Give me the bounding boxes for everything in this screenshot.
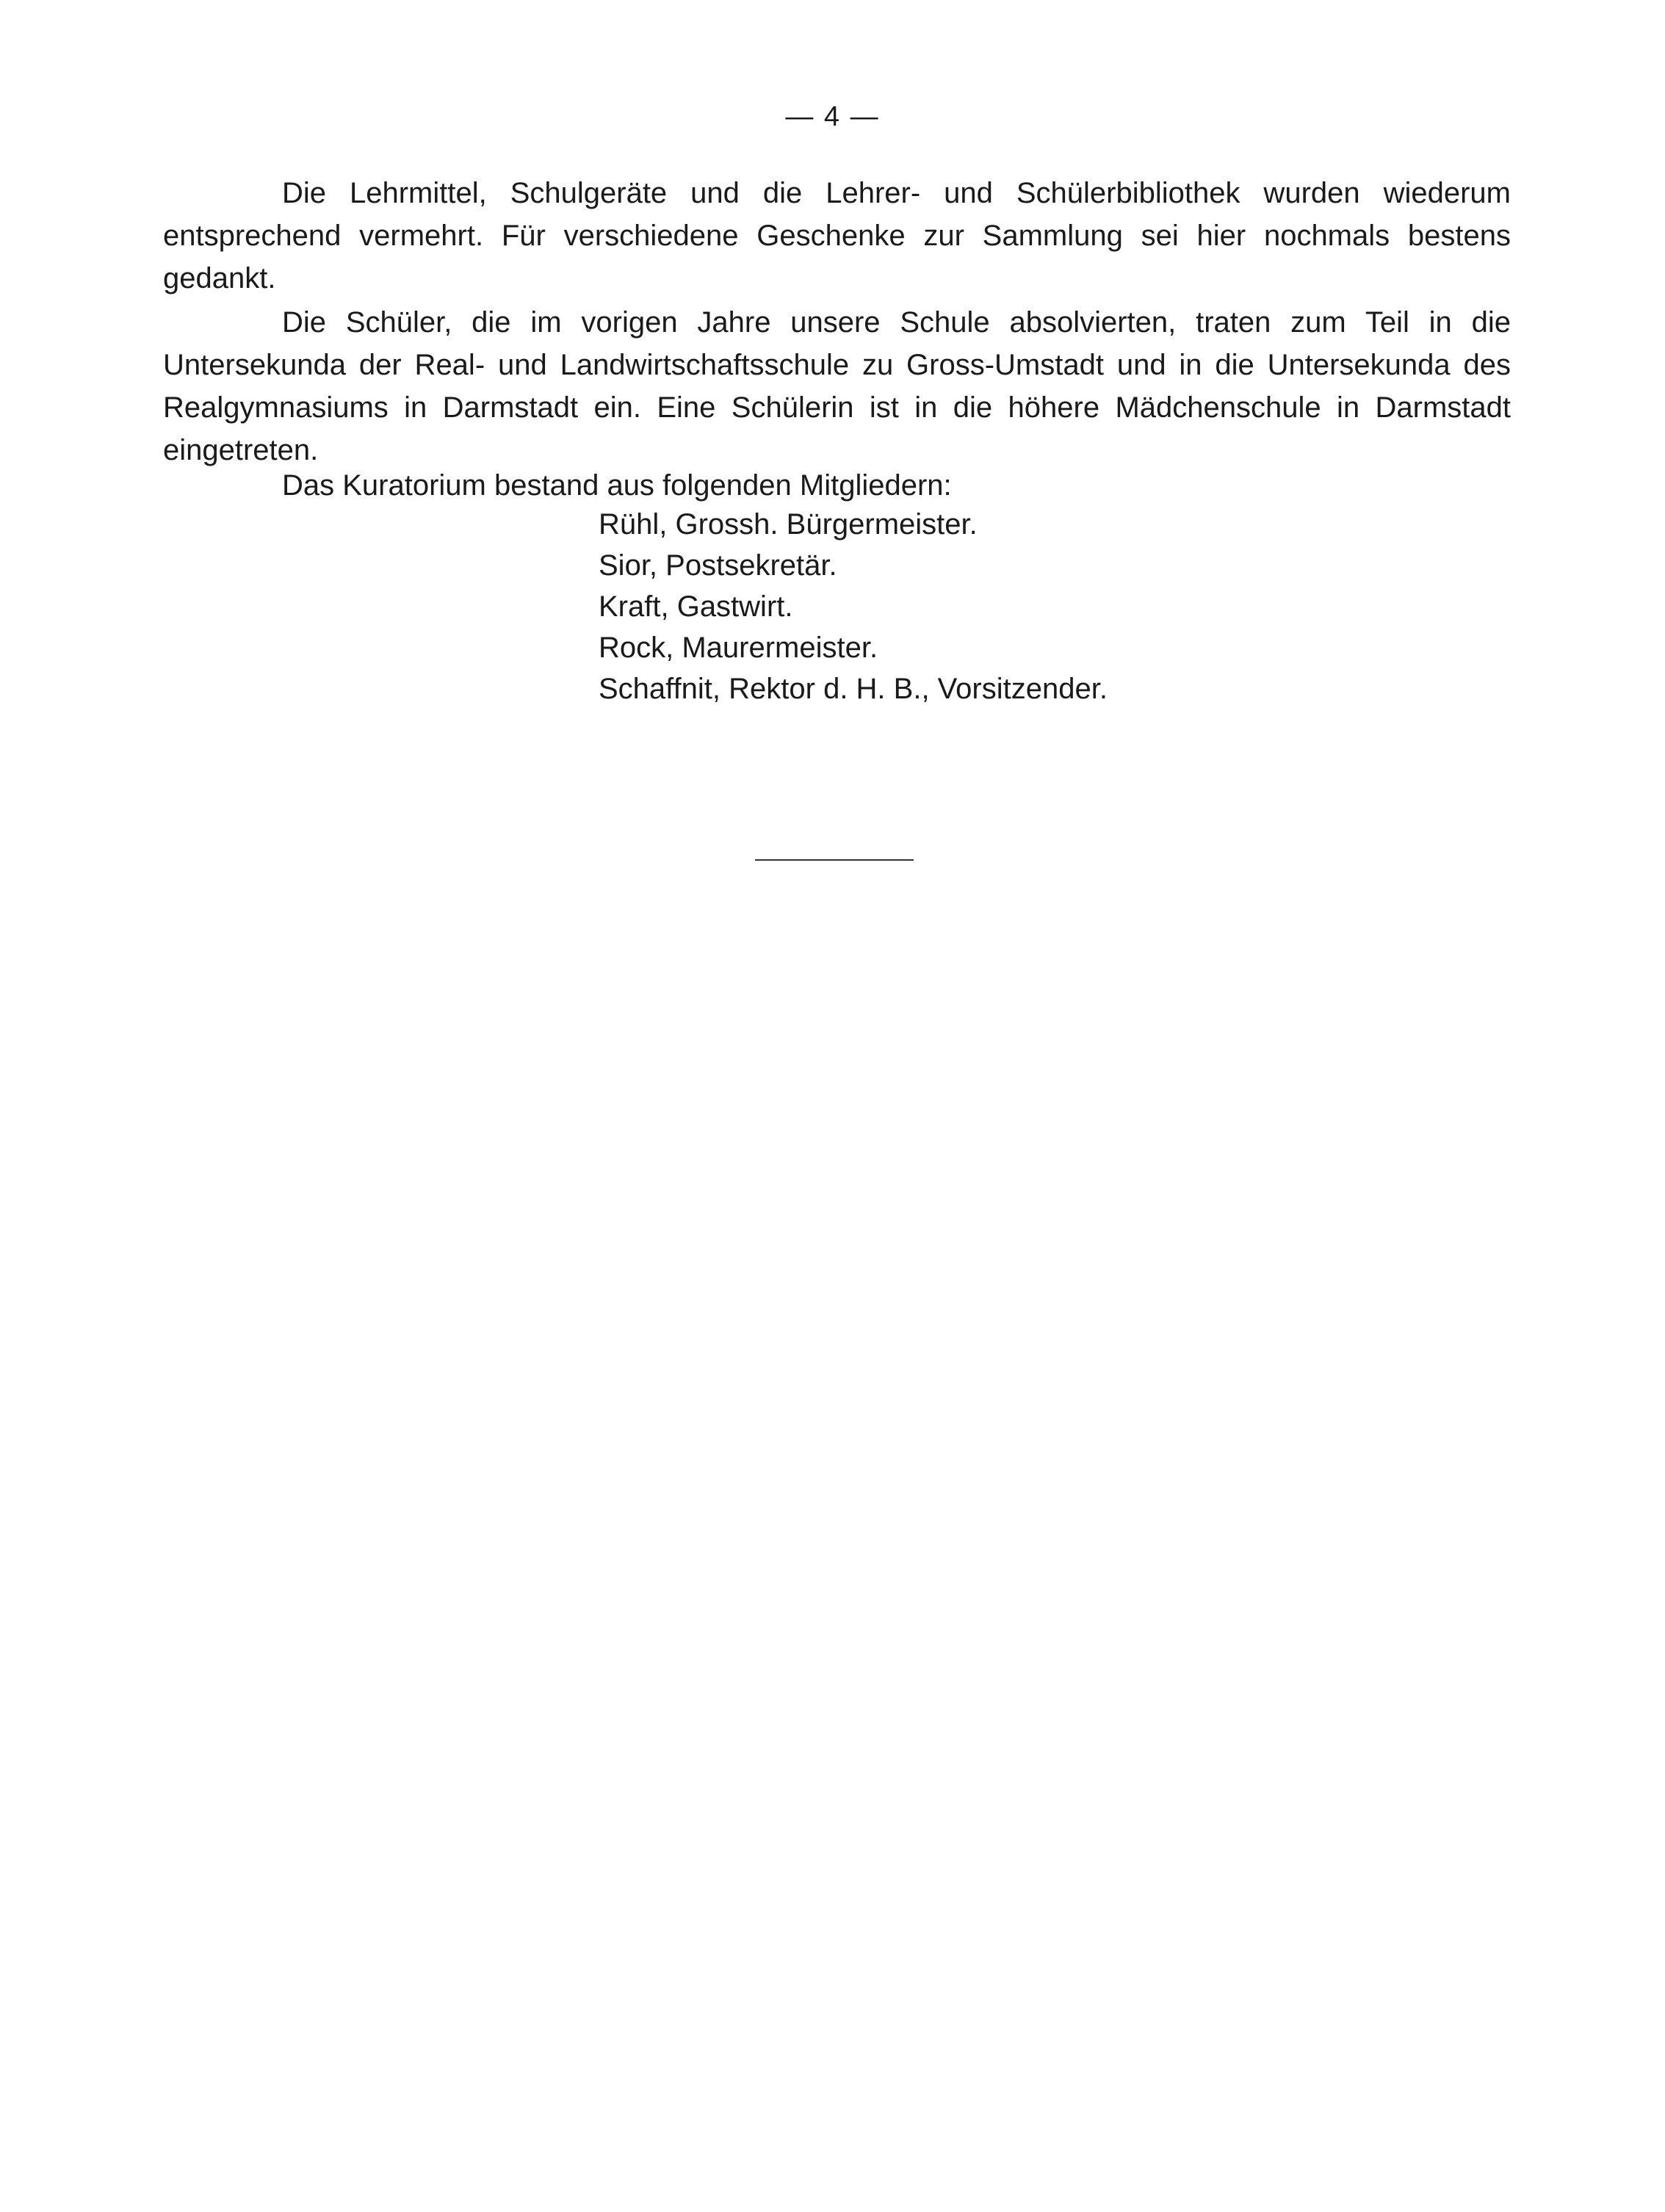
paragraph-text: Die Lehrmittel, Schulgeräte und die Lehrer- und Schülerbibliothek wurden wiederum entsprechend vermehrt. Für verschiedene Geschenke zur Sammlung sei hier nochmals bestens gedankt. — [163, 177, 1511, 294]
paragraph-text: Das Kuratorium bestand aus folgenden Mitgliedern: — [282, 469, 952, 502]
list-item: Rock, Maurermeister. — [599, 632, 878, 664]
page-number: — 4 — — [785, 101, 880, 132]
paragraph-lehrmittel — [163, 172, 1511, 300]
list-item: Kraft, Gastwirt. — [599, 590, 793, 623]
list-item: Schaffnit, Rektor d. H. B., Vorsitzender. — [599, 673, 1108, 705]
paragraph-schueler — [163, 301, 1511, 471]
section-divider — [755, 859, 914, 861]
list-item: Rühl, Grossh. Bürgermeister. — [599, 508, 978, 541]
kuratorium-member-list — [599, 504, 1108, 709]
paragraph-text: Die Schüler, die im vorigen Jahre unsere Schule absolvierten, traten zum Teil in die Untersekunda der Real- und Landwirtschaftsschule zu Gross-Umstadt und in die Untersekunda des Realgymnasiums in Darmstadt ein. Eine Schülerin ist in die höhere Mädchenschule in Darmstadt eingetreten. — [163, 306, 1511, 466]
paragraph-kuratorium-intro — [163, 464, 1511, 507]
list-item: Sior, Postsekretär. — [599, 549, 837, 582]
